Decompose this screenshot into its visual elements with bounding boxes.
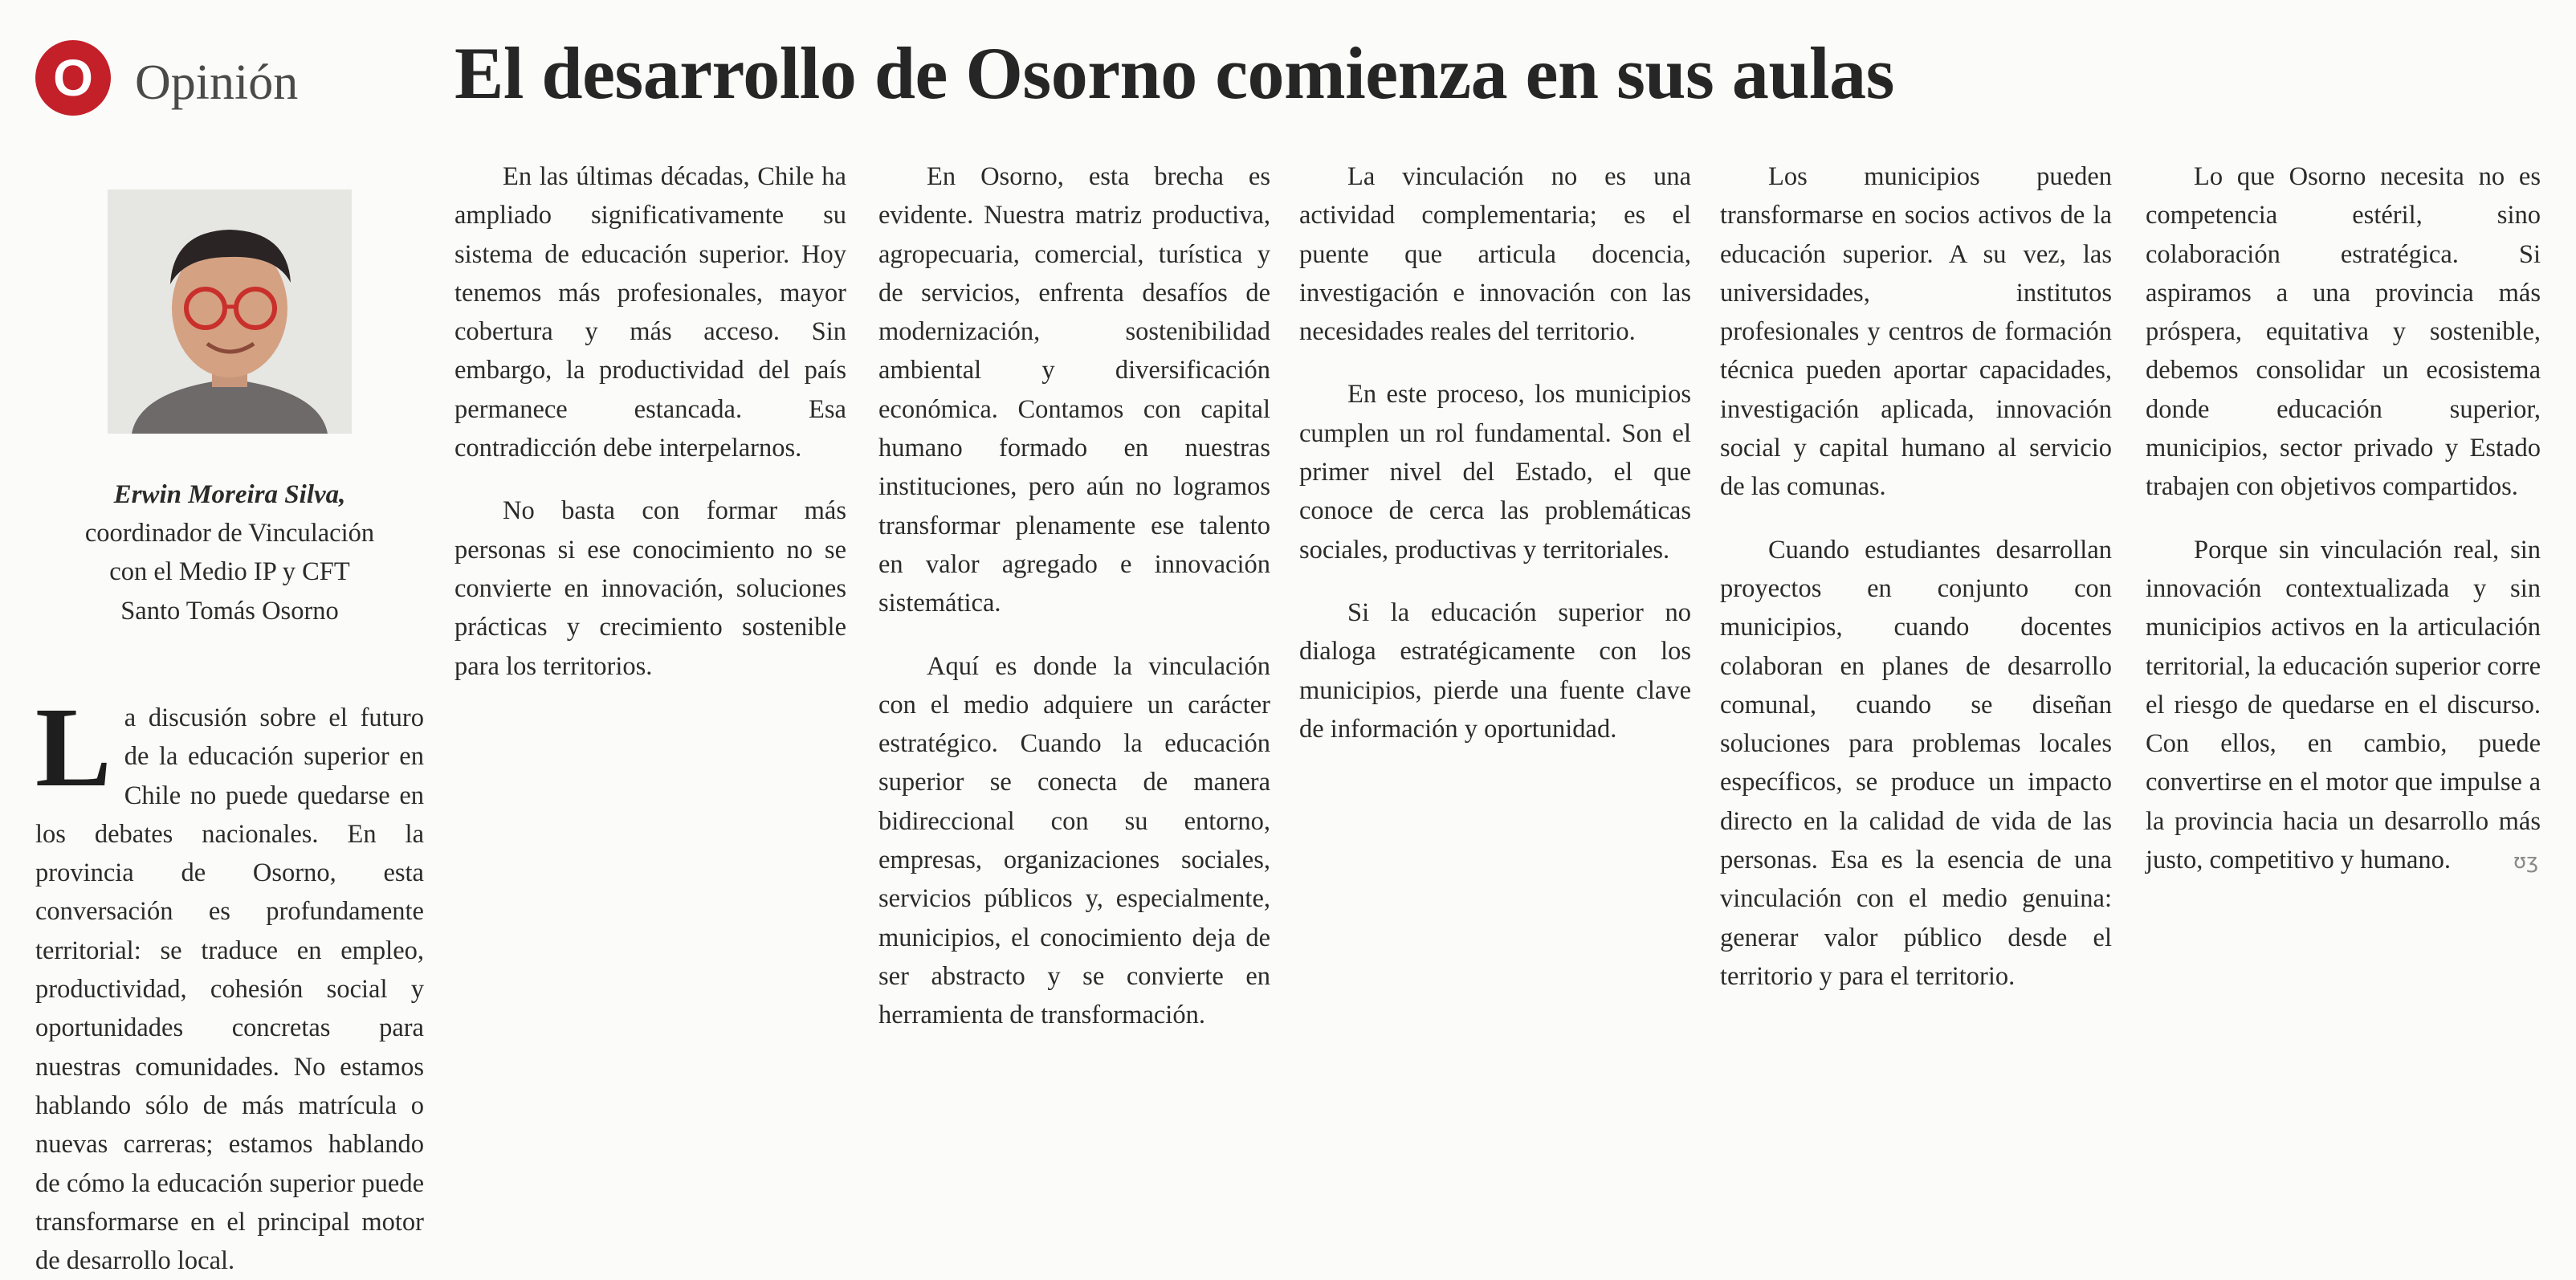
article-paragraph: Cuando estudiantes desarrollan proyectos en conjunto con municipios, cuando docentes colaboran en planes de desarrollo comunal, cuando se diseñan soluciones para problemas locales específicos, se produce un impacto directo en la calidad de vida de las personas. Esa es la esencia de una vinculación con el medio genuina: generar valor público desde el territorio y para el territorio. bbox=[1720, 535, 2112, 991]
article-paragraph: No basta con formar más personas si ese conocimiento no se convierte en innovación, soluciones prácticas y crecimiento sostenible para los territorios. bbox=[454, 496, 846, 681]
article-lead-text: a discusión sobre el futuro de la educación superior en Chile no puede quedarse en los debates nacionales. En la provincia de Osorno, esta conversación es profundamente territorial: se traduce en empleo, productividad, cohesión social y oportunidades concretas para nuestras comunidades. No estamos hablando sólo de más matrícula o nuevas carreras; estamos hablando de cómo la educación superior puede transformarse en el principal motor de desarrollo local. bbox=[35, 703, 424, 1276]
article-paragraph: Lo que Osorno necesita no es competencia estéril, sino colaboración estratégica. Si aspiramos a una provincia más próspera, equitativa y sostenible, debemos consolidar un ecosistema donde educación superior, municipios, sector privado y Estado trabajen con objetivos compartidos. bbox=[2146, 162, 2541, 502]
author-name: Erwin Moreira Silva, bbox=[113, 480, 346, 509]
article-paragraph: Si la educación superior no dialoga estratégicamente con los municipios, pierde una fuente clave de información y oportunidad. bbox=[1299, 597, 1691, 744]
article-paragraph-text: Porque sin vinculación real, sin innovación contextualizada y sin municipios activos en la articulación territorial, la educación superior corre el riesgo de quedarse en el discurso. Con ellos, en cambio, puede convertirse en el motor que impulse a la provincia hacia un desarrollo más justo, competitivo y humano. bbox=[2146, 535, 2541, 875]
article-paragraph: Los municipios pueden transformarse en socios activos de la educación superior. A su vez, las universidades, institutos profesionales y centros de formación técnica pueden aportar capacidades, investigación aplicada, innovación social y capital humano al servicio de las comunas. bbox=[1720, 162, 2112, 502]
article-lead-column bbox=[35, 683, 424, 1276]
article-paragraph: La vinculación no es una actividad complementaria; es el puente que articula docencia, investigación e innovación con las necesidades reales del territorio. bbox=[1299, 162, 1691, 347]
article-column-2 bbox=[454, 157, 846, 1025]
end-mark-icon: ʊʒ bbox=[2513, 850, 2539, 874]
drop-cap: L bbox=[35, 683, 112, 810]
article-paragraph: En las últimas décadas, Chile ha ampliado significativamente su sistema de educación superior. Hoy tenemos más profesionales, mayor cobertura y más acceso. Sin embargo, la productividad del país permanece estancada. Esa contradicción debe interpelarnos. bbox=[454, 162, 846, 463]
article-column-3 bbox=[878, 157, 1270, 1030]
section-name: Opinión bbox=[135, 55, 299, 110]
author-role bbox=[35, 514, 424, 630]
article-column-4 bbox=[1299, 157, 1691, 1025]
article-paragraph bbox=[2146, 531, 2541, 882]
author-photo bbox=[108, 190, 352, 434]
article-paragraph: En este proceso, los municipios cumplen un rol fundamental. Son el primer nivel del Estado, el que conoce de cerca las problemáticas sociales, productivas y territoriales. bbox=[1299, 380, 1691, 565]
author-role-line: con el Medio IP y CFT bbox=[109, 557, 350, 587]
article-column-6 bbox=[2146, 157, 2541, 1025]
article-column-5 bbox=[1720, 157, 2112, 1025]
author-portrait-icon bbox=[108, 190, 352, 434]
article-paragraph: Aquí es donde la vinculación con el medio adquiere un carácter estratégico. Cuando la educación superior se conecta de manera bidireccional con su entorno, empresas, organizaciones sociales, servicios públicos y, especialmente, municipios, el conocimiento deja de ser abstracto y se convierte en herramienta de transformación. bbox=[878, 651, 1270, 1030]
headline: El desarrollo de Osorno comienza en sus aulas bbox=[454, 32, 1894, 114]
section-badge: O bbox=[35, 40, 111, 116]
author-role-line: Santo Tomás Osorno bbox=[120, 596, 339, 626]
author-role-line: coordinador de Vinculación bbox=[84, 519, 375, 548]
article-paragraph: En Osorno, esta brecha es evidente. Nuestra matriz productiva, agropecuaria, comercial, turística y de servicios, enfrenta desafíos de modernización, sostenibilidad ambiental y diversificación económica. Contamos con capital humano formado en nuestras instituciones, pero aún no logramos transformar plenamente ese talento en valor agregado e innovación sistemática. bbox=[878, 162, 1270, 618]
